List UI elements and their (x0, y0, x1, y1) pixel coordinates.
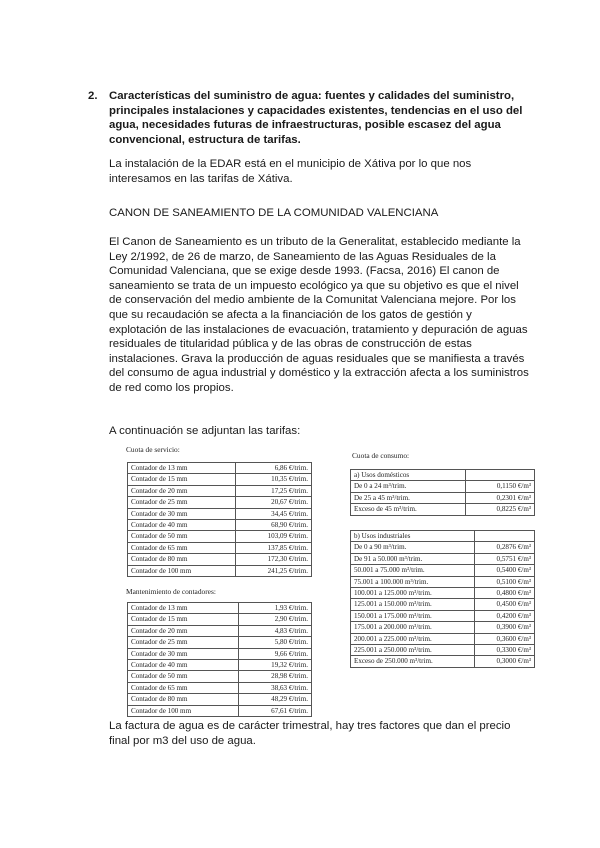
table-cell-label: Contador de 30 mm (128, 508, 236, 519)
table-cell-label: Contador de 40 mm (128, 660, 239, 671)
section-title: Características del suministro de agua: fuentes y calidades del suministro, principales instalaciones y capacidades existentes, tendencias en el uso del agua, necesidades futuras de infraestructuras, posible escasez del agua convencional, estructura de tarifas. (109, 90, 523, 146)
table-row (128, 625, 312, 636)
table-cell-value: 0,3300 €/m³ (475, 645, 535, 656)
table-header-empty-cell (466, 470, 535, 481)
table-cell-value: 38,63 €/trim. (239, 682, 312, 693)
table-cell-value: 172,30 €/trim. (235, 554, 311, 565)
consumo-caption: Cuota de consumo: (352, 451, 410, 460)
usos-domesticos-table (350, 469, 535, 516)
table-row (351, 576, 535, 587)
table-row (351, 656, 535, 667)
table-row (128, 648, 312, 659)
table-cell-value: 0,3000 €/m³ (475, 656, 535, 667)
mantenimiento-caption: Mantenimiento de contadores: (126, 587, 216, 596)
table-cell-label: Contador de 20 mm (128, 485, 236, 496)
table-cell-label: Contador de 50 mm (128, 531, 236, 542)
table-row (128, 705, 312, 716)
table-cell-label: De 91 a 50.000 m³/trim. (351, 553, 475, 564)
table-cell-value: 241,25 €/trim. (235, 565, 311, 576)
tarifas-intro: A continuación se adjuntan las tarifas: (109, 425, 301, 437)
table-cell-label: 75.001 a 100.000 m³/trim. (351, 576, 475, 587)
table-cell-value: 9,66 €/trim. (239, 648, 312, 659)
table-cell-value: 10,35 €/trim. (235, 474, 311, 485)
table-cell-label: Contador de 100 mm (128, 705, 239, 716)
table-cell-label: Contador de 15 mm (128, 474, 236, 485)
table-cell-label: 125.001 a 150.000 m³/trim. (351, 599, 475, 610)
table-cell-label: 200.001 a 225.000 m³/trim. (351, 633, 475, 644)
table-row (351, 504, 535, 515)
table-row (128, 682, 312, 693)
table-row (351, 645, 535, 656)
table-cell-label: De 25 a 45 m³/trim. (351, 492, 466, 503)
table-row (128, 485, 312, 496)
table-cell-value: 0,4800 €/m³ (475, 588, 535, 599)
table-cell-label: Contador de 65 mm (128, 542, 236, 553)
table-cell-value: 0,8225 €/m³ (466, 504, 535, 515)
table-row (351, 599, 535, 610)
table-row (128, 637, 312, 648)
table-cell-value: 6,86 €/trim. (235, 463, 311, 474)
table-cell-value: 0,4500 €/m³ (475, 599, 535, 610)
table-row (128, 520, 312, 531)
table-cell-label: Contador de 80 mm (128, 694, 239, 705)
table-cell-value: 48,29 €/trim. (239, 694, 312, 705)
section-number: 2. (88, 90, 98, 102)
table-cell-label: Exceso de 45 m³/trim. (351, 504, 466, 515)
table-row (128, 542, 312, 553)
table-cell-label: 50.001 a 75.000 m³/trim. (351, 565, 475, 576)
table-cell-label: Contador de 30 mm (128, 648, 239, 659)
servicio-caption: Cuota de servicio: (126, 445, 180, 454)
table-row (128, 474, 312, 485)
table-header-empty-cell (475, 531, 535, 542)
table-cell-value: 0,5100 €/m³ (475, 576, 535, 587)
table-cell-value: 5,80 €/trim. (239, 637, 312, 648)
table-row (128, 694, 312, 705)
usos-industriales-table (350, 530, 535, 668)
cuota-servicio-table (127, 462, 312, 577)
table-row (128, 671, 312, 682)
canon-body: El Canon de Saneamiento es un tributo de la Generalitat, establecido mediante la Ley 2/1992, de 26 de marzo, de Saneamiento de las Aguas Residuales de la Comunidad Valenciana, que se exige desde 1993. (Facsa, 2016) El canon de saneamiento se trata de un impuesto ecológico ya que su objetivo es que el nivel de conservación del medio ambiente de la Comunitat Valenciana mejore. Por los que su recaudación se afecta a la financiación de los gatos de gestión y explotación de las instalaciones de evacuación, tratamiento y depuración de aguas residuales de titularidad pública y de las obras de construcción de estas instalaciones. Grava la producción de aguas residuales que se manifiesta a través del consumo de agua industrial y doméstico y la extracción afecta a los suministros de red como los propios. (109, 236, 529, 394)
table-cell-label: De 0 a 24 m³/trim. (351, 481, 466, 492)
table-row (351, 622, 535, 633)
table-header-cell: a) Usos domésticos (351, 470, 466, 481)
table-row (351, 492, 535, 503)
table-cell-value: 4,83 €/trim. (239, 625, 312, 636)
table-row (351, 633, 535, 644)
canon-title: CANON DE SANEAMIENTO DE LA COMUNIDAD VALENCIANA (109, 207, 439, 219)
table-row (128, 531, 312, 542)
table-row (351, 565, 535, 576)
table-cell-value: 0,4200 €/m³ (475, 610, 535, 621)
table-cell-value: 0,3900 €/m³ (475, 622, 535, 633)
table-cell-value: 2,90 €/trim. (239, 614, 312, 625)
table-cell-label: Contador de 50 mm (128, 671, 239, 682)
table-cell-label: Contador de 80 mm (128, 554, 236, 565)
table-row (128, 554, 312, 565)
table-cell-label: 225.001 a 250.000 m³/trim. (351, 645, 475, 656)
table-cell-value: 0,5751 €/m³ (475, 553, 535, 564)
mantenimiento-table (127, 602, 312, 717)
table-cell-value: 67,61 €/trim. (239, 705, 312, 716)
table-row (351, 481, 535, 492)
table-cell-label: Contador de 25 mm (128, 637, 239, 648)
table-header-row (351, 531, 535, 542)
table-cell-value: 20,67 €/trim. (235, 497, 311, 508)
table-cell-label: Contador de 100 mm (128, 565, 236, 576)
table-cell-value: 17,25 €/trim. (235, 485, 311, 496)
table-cell-value: 0,5400 €/m³ (475, 565, 535, 576)
table-cell-label: Contador de 13 mm (128, 603, 239, 614)
table-cell-label: Contador de 25 mm (128, 497, 236, 508)
table-cell-value: 103,09 €/trim. (235, 531, 311, 542)
table-cell-label: Contador de 15 mm (128, 614, 239, 625)
table-cell-label: Contador de 40 mm (128, 520, 236, 531)
table-cell-value: 1,93 €/trim. (239, 603, 312, 614)
closing-paragraph: La factura de agua es de carácter trimestral, hay tres factores que dan el precio final por m3 del uso de agua. (109, 720, 511, 747)
table-cell-label: Contador de 13 mm (128, 463, 236, 474)
table-header-row (351, 470, 535, 481)
table-row (128, 603, 312, 614)
table-row (128, 463, 312, 474)
table-cell-value: 19,32 €/trim. (239, 660, 312, 671)
table-row (351, 553, 535, 564)
table-cell-label: Exceso de 250.000 m³/trim. (351, 656, 475, 667)
table-cell-value: 137,85 €/trim. (235, 542, 311, 553)
table-row (351, 588, 535, 599)
table-cell-label: Contador de 20 mm (128, 625, 239, 636)
table-cell-label: 150.001 a 175.000 m³/trim. (351, 610, 475, 621)
table-header-cell: b) Usos industriales (351, 531, 475, 542)
table-cell-value: 68,90 €/trim. (235, 520, 311, 531)
table-cell-label: Contador de 65 mm (128, 682, 239, 693)
table-cell-label: 175.001 a 200.000 m³/trim. (351, 622, 475, 633)
table-cell-value: 0,2876 €/m³ (475, 542, 535, 553)
table-cell-label: 100.001 a 125.000 m³/trim. (351, 588, 475, 599)
table-cell-value: 0,3600 €/m³ (475, 633, 535, 644)
table-row (128, 565, 312, 576)
table-row (351, 610, 535, 621)
intro-paragraph: La instalación de la EDAR está en el municipio de Xátiva por lo que nos interesamos en las tarifas de Xátiva. (109, 158, 472, 185)
table-row (128, 508, 312, 519)
table-cell-value: 34,45 €/trim. (235, 508, 311, 519)
table-row (128, 614, 312, 625)
table-row (128, 497, 312, 508)
table-cell-label: De 0 a 90 m³/trim. (351, 542, 475, 553)
table-row (351, 542, 535, 553)
table-cell-value: 0,2301 €/m³ (466, 492, 535, 503)
table-row (128, 660, 312, 671)
table-cell-value: 28,98 €/trim. (239, 671, 312, 682)
table-cell-value: 0,1150 €/m³ (466, 481, 535, 492)
